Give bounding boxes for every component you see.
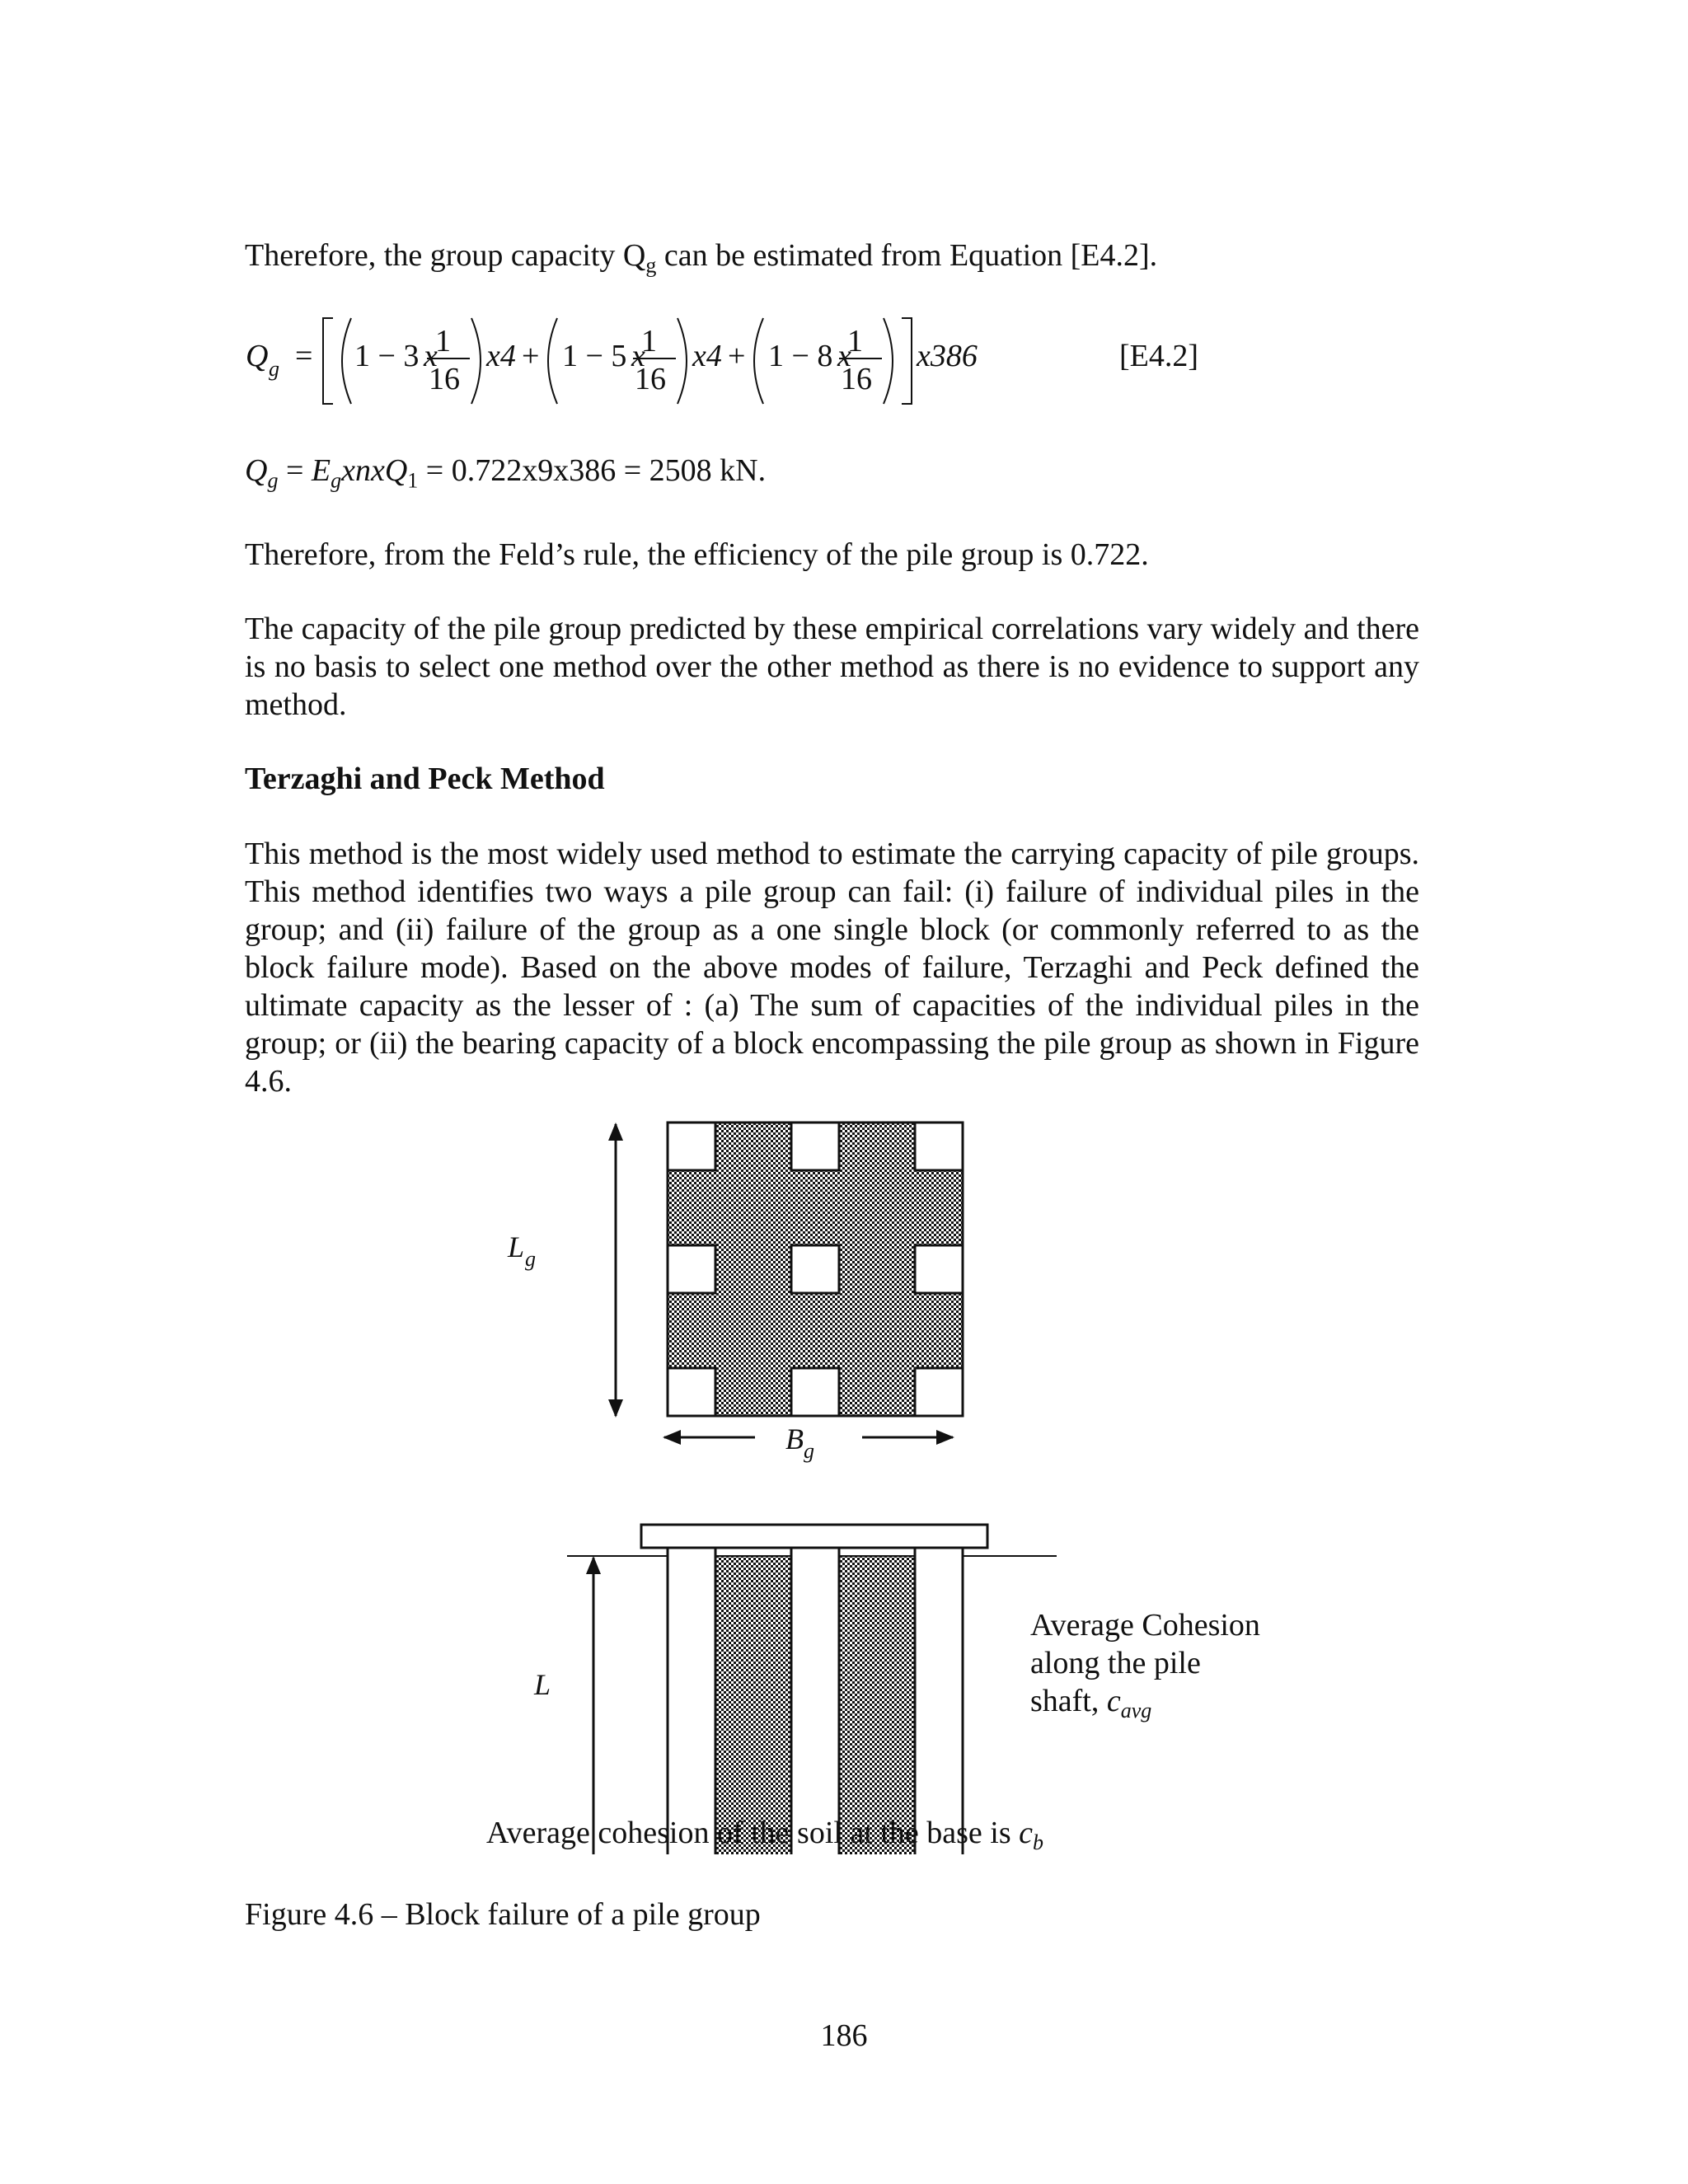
side-cohesion-line-3 — [1030, 1684, 1151, 1722]
l-arrowhead-top — [586, 1556, 601, 1574]
eq1-paren-open-3 — [754, 318, 763, 404]
eq1-term3-num: 1 — [847, 324, 863, 359]
eq1-bracket-right — [902, 318, 912, 404]
eq1-term2-num: 1 — [641, 324, 657, 359]
side-cohesion-prefix: shaft, — [1030, 1684, 1107, 1718]
pile-cap — [641, 1525, 987, 1548]
pile-plan — [668, 1368, 715, 1416]
side-cohesion-symbol: c — [1106, 1684, 1121, 1718]
pile-section — [668, 1548, 715, 1854]
eq2-q1-sub: 1 — [407, 468, 419, 493]
intro-text-b: can be estimated from Equation [E4.2]. — [656, 238, 1158, 273]
eq2-q-sub: g — [267, 468, 279, 493]
feld-efficiency-paragraph: Therefore, from the Feld’s rule, the efficiency of the pile group is 0.722. — [245, 537, 1149, 572]
eq1-plus-b: + — [728, 339, 746, 373]
bg-arrowhead-right — [936, 1430, 954, 1445]
pile-plan — [915, 1122, 963, 1170]
base-cohesion-prefix: Average cohesion of the soil at the base is — [486, 1816, 1020, 1850]
eq1-lhs: Q — [246, 339, 269, 373]
eq1-term1-x: x — [424, 339, 438, 373]
eq1-paren-open-2 — [548, 318, 557, 404]
intro-subscript: g — [645, 253, 657, 278]
eq1-tail: x386 — [917, 339, 978, 373]
section-heading: Terzaghi and Peck Method — [245, 762, 605, 796]
pile-plan — [791, 1245, 839, 1293]
section-view — [486, 1525, 1260, 1854]
eq1-term2-den: 16 — [635, 362, 666, 396]
eq1-mult4-b: x4 — [692, 339, 722, 373]
equation-e4-2-svg — [239, 307, 1475, 422]
eq2-mid: xnxQ — [341, 453, 408, 488]
intro-text-a: Therefore, the group capacity Q — [245, 238, 646, 273]
method-description-paragraph: This method is the most widely used method to estimate the carrying capacity of pile groups. This method identifies two ways a pile group can fail: (i) failure of individual piles in the group; and (ii) failure of the group as a one single block (or commonly referred to as the block failure mode). Based on the above modes of failure, Terzaghi and Peck defined the ultimate capacity as the lesser of : (a) The sum of capacities of the individual piles in the group; or (ii) the bearing capacity of a block encompassing the pile group as shown in Figure 4.6. — [245, 837, 1419, 1099]
eq1-term2-prefix: 1 − 5 — [562, 339, 627, 373]
side-cohesion-line-2: along the pile — [1030, 1646, 1201, 1680]
page-number: 186 — [820, 2018, 868, 2053]
side-cohesion-subscript: avg — [1120, 1699, 1152, 1722]
bg-arrowhead-left — [663, 1430, 681, 1445]
soil-block-section — [839, 1556, 915, 1854]
bg-label-sub: g — [804, 1439, 814, 1463]
empirical-note-paragraph: The capacity of the pile group predicted by these empirical correlations vary widely and there is no basis to select one method over the other method as there is no evidence to support any method. — [245, 612, 1419, 722]
eq1-term1-prefix: 1 − 3 — [354, 339, 420, 373]
eq2-e-sub: g — [331, 468, 342, 493]
l-label: L — [534, 1668, 551, 1701]
eq1-term3-x: x — [837, 339, 851, 373]
base-cohesion-label — [486, 1816, 1043, 1854]
soil-block-section — [715, 1556, 791, 1854]
eq2-q: Q — [245, 453, 268, 488]
side-cohesion-line-1: Average Cohesion — [1030, 1608, 1260, 1643]
pile-plan — [791, 1122, 839, 1170]
lg-label-sub: g — [525, 1247, 536, 1271]
pile-plan — [668, 1122, 715, 1170]
pile-plan — [915, 1245, 963, 1293]
pile-plan — [668, 1245, 715, 1293]
plan-view — [507, 1122, 963, 1463]
eq1-bracket-left — [323, 318, 333, 404]
pile-section — [915, 1548, 963, 1854]
intro-paragraph — [245, 237, 1419, 285]
eq1-paren-close-1 — [471, 318, 481, 404]
eq1-term3-den: 16 — [841, 362, 872, 396]
base-cohesion-subscript: b — [1033, 1830, 1044, 1854]
eq2-equals: = — [278, 453, 312, 488]
eq2-rhs: = 0.722x9x386 = 2508 kN. — [418, 453, 767, 488]
bg-label: B — [785, 1422, 804, 1455]
eq1-tag: [E4.2] — [1119, 339, 1199, 373]
eq1-paren-open-1 — [342, 318, 351, 404]
eq1-lhs-sub: g — [269, 357, 279, 381]
figure-block-failure-svg — [462, 1113, 1368, 1854]
eq1-paren-close-2 — [678, 318, 687, 404]
base-cohesion-symbol: c — [1019, 1816, 1034, 1850]
equation-efficiency — [245, 452, 766, 500]
eq1-plus-a: + — [522, 339, 540, 373]
pile-section — [791, 1548, 839, 1854]
eq1-term3-prefix: 1 − 8 — [768, 339, 833, 373]
figure-caption: Figure 4.6 – Block failure of a pile group — [245, 1897, 761, 1932]
lg-arrowhead-top — [608, 1122, 623, 1141]
pile-plan — [791, 1368, 839, 1416]
eq1-term1-num: 1 — [435, 324, 451, 359]
lg-label: L — [508, 1230, 525, 1263]
eq2-e: E — [311, 453, 331, 488]
eq1-term2-x: x — [631, 339, 645, 373]
eq1-equals: = — [295, 339, 313, 373]
eq1-term1-den: 16 — [429, 362, 460, 396]
pile-plan — [915, 1368, 963, 1416]
eq1-paren-close-3 — [884, 318, 893, 404]
eq1-mult4-a: x4 — [486, 339, 516, 373]
lg-arrowhead-bottom — [608, 1399, 623, 1418]
